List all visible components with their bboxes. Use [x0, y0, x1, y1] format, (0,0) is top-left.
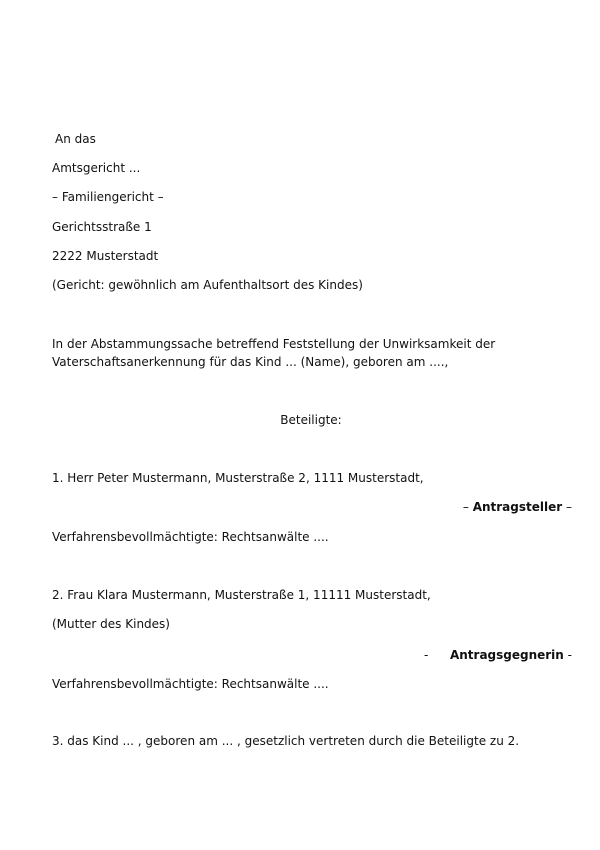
party2-text: 2. Frau Klara Mustermann, Musterstraße 1, 11111 Musterstadt,	[52, 588, 431, 602]
party1-text: 1. Herr Peter Mustermann, Musterstraße 2, 1111 Musterstadt,	[52, 471, 424, 485]
address-department: – Familiengericht –	[52, 190, 164, 204]
subject-line-1: In der Abstammungssache betreffend Feststellung der Unwirksamkeit der	[52, 337, 496, 351]
party1-counsel: Verfahrensbevollmächtigte: Rechtsanwälte ....	[52, 530, 329, 544]
party1-role-suffix: –	[562, 500, 572, 514]
party2-counsel: Verfahrensbevollmächtigte: Rechtsanwälte ....	[52, 677, 329, 691]
party2-relation: (Mutter des Kindes)	[52, 617, 170, 631]
address-to: An das	[55, 132, 96, 146]
party2-role-prefix: -	[424, 648, 429, 662]
party1-role-prefix: –	[462, 500, 473, 514]
party1-role	[463, 499, 572, 516]
parties-heading: Beteiligte:	[280, 413, 342, 427]
party3-text: 3. das Kind ... , geboren am ... , gesetzlich vertreten durch die Beteiligte zu 2.	[52, 734, 520, 748]
address-court: Amtsgericht ...	[52, 161, 141, 175]
party2-role-suffix: -	[563, 648, 572, 662]
party2-role-label: Antragsgegnerin	[449, 648, 564, 662]
party1-role-label: Antragsteller	[472, 500, 563, 514]
address-note: (Gericht: gewöhnlich am Aufenthaltsort des Kindes)	[52, 278, 363, 292]
address-street: Gerichtsstraße 1	[52, 220, 152, 234]
address-city: 2222 Musterstadt	[52, 249, 159, 263]
subject-paragraph	[52, 335, 522, 371]
party2-role	[450, 647, 572, 664]
subject-line-2: Vaterschaftsanerkennung für das Kind ... (Name), geboren am ....,	[52, 355, 449, 369]
